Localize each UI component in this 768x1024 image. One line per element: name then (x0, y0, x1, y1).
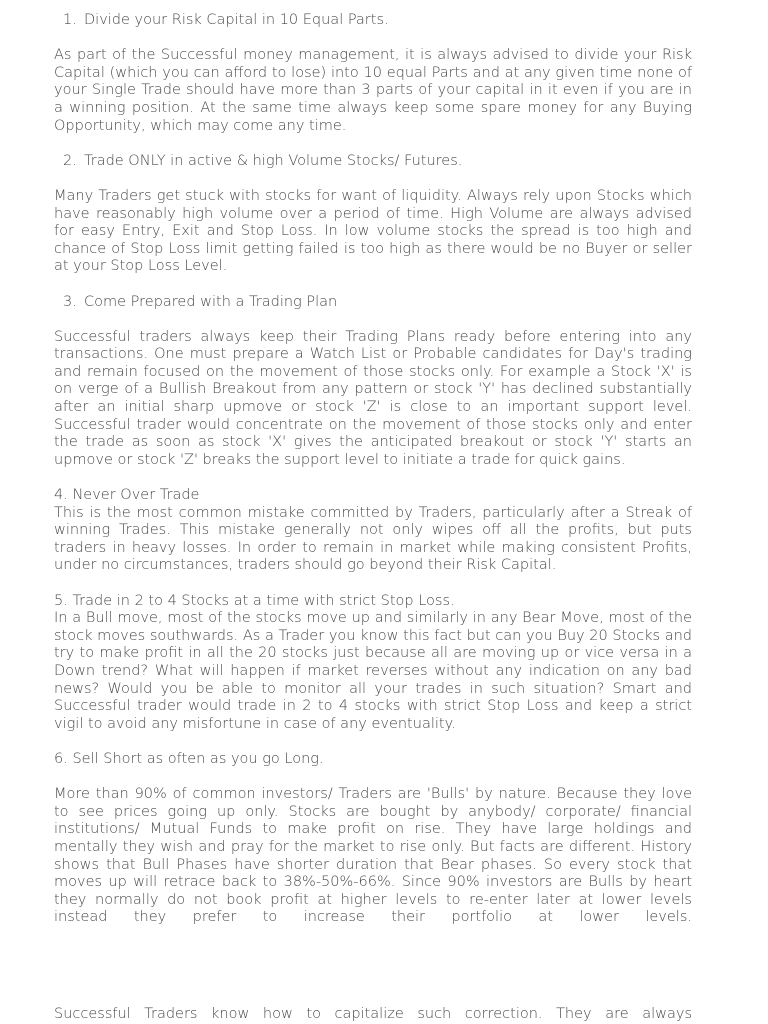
section-3-body: Successful traders always keep their Trading Plans ready before entering into any transactions. One must prepare a Watch List or Probable candidates for Day's trading and remain focused on the movement of those stocks only. For example a Stock 'X' is on verge of a Bullish Breakout from any pattern or stock 'Y' has declined substantially after an initial sharp upmove or stock 'Z' is close to an important support level. Successful trader would concentrate on the movement of those stocks only and enter the trade as soon as stock 'X' gives the anticipated breakout or stock 'Y' starts an upmove or stock 'Z' breaks the support level to initiate a trade for quick gains. (54, 328, 692, 468)
section-6-heading: 6. Sell Short as often as you go Long. (54, 750, 324, 767)
section-4-heading: 4. Never Over Trade (54, 487, 200, 504)
section-3-heading (54, 294, 692, 312)
section-4-body: This is the most common mistake committed by Traders, particularly after a Streak of winning Trades. This mistake generally not only wipes off all the profits, but puts traders in heavy losses. In order to remain in market while making consistent Profits, under no circumstances, traders should go beyond their Risk Capital. (54, 504, 692, 574)
section-1-heading-text: Divide your Risk Capital in 10 Equal Parts. (84, 12, 389, 28)
section-1-heading (54, 12, 692, 30)
document-page (54, 12, 692, 1023)
section-1-number: 1. (63, 12, 77, 28)
section-6-continuation: Successful Traders know how to capitalize such correction. They are always (54, 1005, 692, 1022)
section-1-body: As part of the Successful money management, it is always advised to divide your Risk Capital (which you can afford to lose) into 10 equal Parts and at any given time none of your Single Trade should have more than 3 parts of your capital in it even if you are in a winning position. At the same time always keep some spare money for any Buying Opportunity, which may come any time. (54, 47, 692, 134)
section-5-heading: 5. Trade in 2 to 4 Stocks at a time with strict Stop Loss. (54, 592, 455, 609)
section-2-body: Many Traders get stuck with stocks for want of liquidity. Always rely upon Stocks which have reasonably high volume over a period of time. High Volume are always advised for easy Entry, Exit and Stop Loss. In low volume stocks the spread is too high and chance of Stop Loss limit getting failed is too high as there would be no Buyer or seller at your Stop Loss Level. (54, 187, 692, 275)
section-2-number: 2. (63, 152, 77, 169)
section-6-body: More than 90% of common investors/ Traders are 'Bulls' by nature. Because they love to see prices going up only. Stocks are bought by anybody/ corporate/ financial institutions/ Mutual Funds to make profit on rise. They have large holdings and mentally they wish and pray for the market to rise only. But facts are different. History shows that Bull Phases have shorter duration that Bear phases. So every stock that moves up will retrace back to 38%-50%-66%. Since 90% investors are Bulls by heart they normally do not book profit at higher levels to re-enter later at lower levels instead they prefer to increase their portfolio at lower levels. (54, 786, 692, 926)
section-5-body: In a Bull move, most of the stocks move up and similarly in any Bear Move, most of the stock moves southwards. As a Trader you know this fact but can you Buy 20 Stocks and try to make profit in all the 20 stocks just because all are moving up or vice versa in a Down trend? What will happen if market reverses without any indication on any bad news? Would you be able to monitor all your trades in such situation? Smart and Successful trader would trade in 2 to 4 stocks with strict Stop Loss and keep a strict vigil to avoid any misfortune in case of any eventuality. (54, 610, 692, 732)
section-3-number: 3. (63, 293, 77, 310)
section-3-heading-text: Come Prepared with a Trading Plan (84, 293, 338, 310)
section-2-heading-text: Trade ONLY in active & high Volume Stocks/ Futures. (84, 152, 463, 169)
section-2-heading (54, 153, 692, 171)
